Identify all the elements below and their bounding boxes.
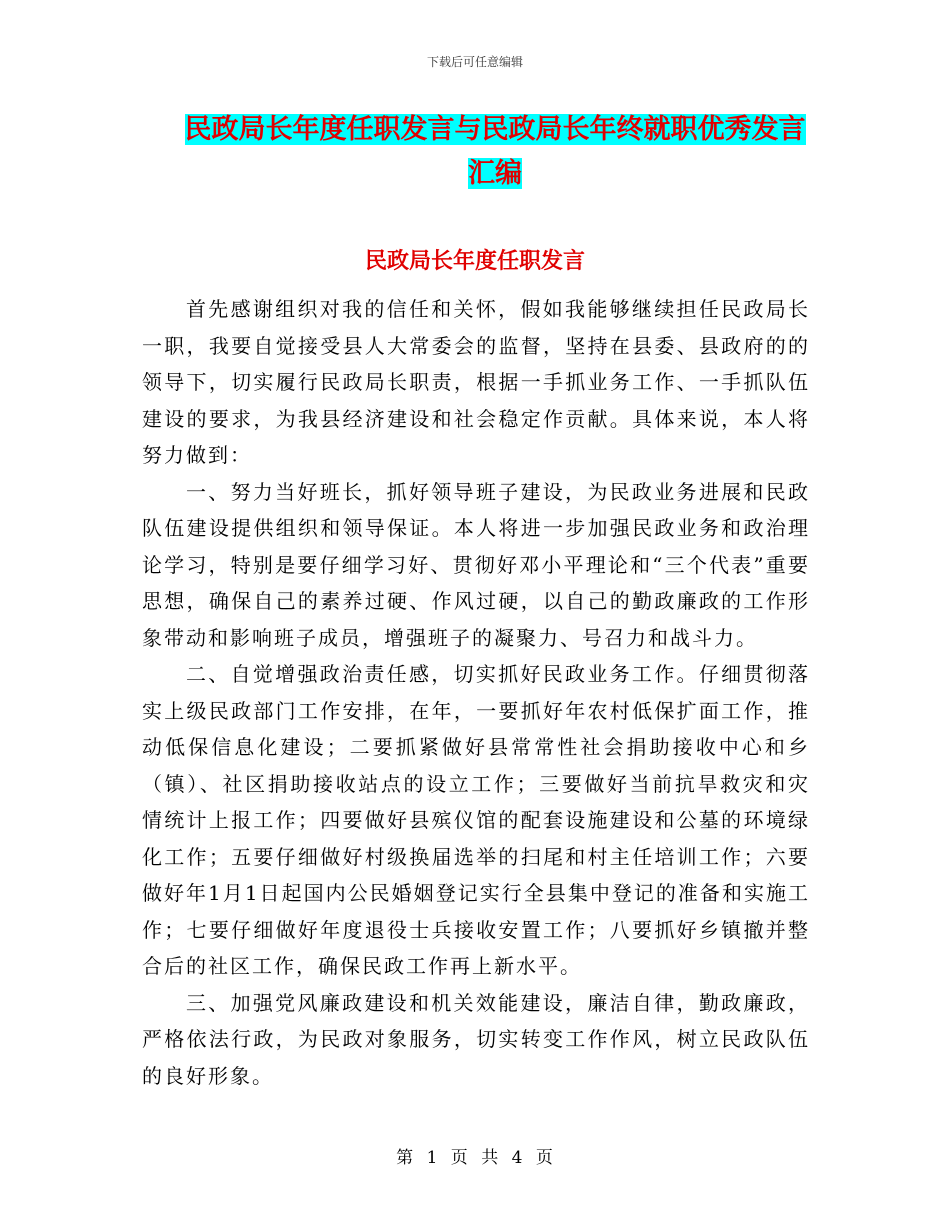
- section-title: 民政局长年度任职发言: [364, 249, 585, 274]
- paragraph-intro: 首先感谢组织对我的信任和关怀，假如我能够继续担任民政局长一职，我要自觉接受县人大常委会的监督，坚持在县委、县政府的的领导下，切实履行民政局长职责，根据一手抓业务工作、一手抓队伍建设的要求，为我县经济建设和社会稳定作贡献。具体来说，本人将努力做到：: [142, 297, 810, 467]
- body-text: [142, 291, 810, 1094]
- page-footer: 第 1 页 共 4 页: [396, 1148, 554, 1168]
- document-title: [140, 108, 850, 196]
- paragraph-point-1: 一、努力当好班长，抓好领导班子建设，为民政业务进展和民政队伍建设提供组织和领导保证。本人将进一步加强民政业务和政治理论学习，特别是要仔细学习好、贯彻好邓小平理论和“三个代表”重要思想，确保自己的素养过硬、作风过硬，以自己的勤政廉政的工作形象带动和影响班子成员，增强班子的凝聚力、号召力和战斗力。: [142, 479, 810, 650]
- document-title-line-1: 民政局长年度任职发言与民政局长年终就职优秀发言: [184, 114, 806, 145]
- document-title-line-2: 汇编: [468, 158, 522, 189]
- paragraph-point-3: 三、加强党风廉政建设和机关效能建设，廉洁自律，勤政廉政，严格依法行政，为民政对象服务，切实转变工作作风，树立民政队伍的良好形象。: [142, 990, 810, 1088]
- header-note: 下载后可任意编辑: [426, 55, 523, 69]
- paragraph-point-2: 二、自觉增强政治责任感，切实抓好民政业务工作。仔细贯彻落实上级民政部门工作安排，在年，一要抓好年农村低保扩面工作，推动低保信息化建设；二要抓紧做好县常常性社会捐助接收中心和乡（镇）、社区捐助接收站点的设立工作；三要做好当前抗旱救灾和灾情统计上报工作；四要做好县殡仪馆的配套设施建设和公墓的环境绿化工作；五要仔细做好村级换届选举的扫尾和村主任培训工作；六要做好年1月1日起国内公民婚姻登记实行全县集中登记的准备和实施工作；七要仔细做好年度退役士兵接收安置工作；八要抓好乡镇撤并整合后的社区工作，确保民政工作再上新水平。: [142, 662, 810, 978]
